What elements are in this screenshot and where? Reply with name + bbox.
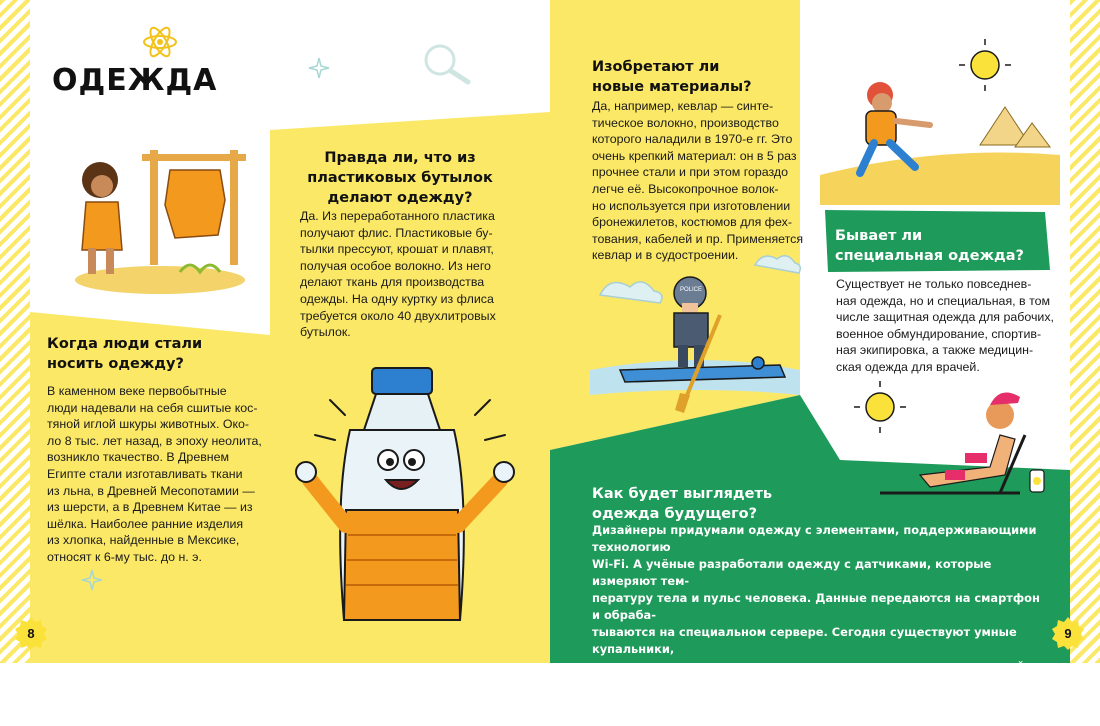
page-title: ОДЕЖДА bbox=[52, 63, 218, 98]
police-rower-illustration bbox=[590, 245, 810, 415]
police-label: POLICE bbox=[680, 287, 703, 293]
future-clothing-answer: Дизайнеры придумали одежду с элементами, поддерживающими технологию Wi-Fi. А учёные разработали одежду с датчиками, которые измеряют тем- пературу тела и пульс человека. Данные передаются на смартфон и обраба- тываются на специальном сервере. Сегодня существуют умные купальники, пропускающие солнечные лучи, что позволяет получить ровный загар. Есть и купальники с датчиком, который предупреждает о том, что пора уйти в тень. bbox=[592, 523, 1042, 724]
caveman-illustration bbox=[60, 140, 260, 300]
atom-icon bbox=[140, 22, 180, 62]
magnifier-icon bbox=[418, 40, 478, 90]
special-clothing-question: Бывает ли специальная одежда? bbox=[835, 228, 1024, 264]
sparkle-icon bbox=[80, 568, 104, 592]
page-number-left: 8 bbox=[27, 625, 35, 641]
stone-age-question: Когда люди стали носить одежду? bbox=[47, 336, 203, 372]
special-clothing-answer: Существует не только повседнев- ная одежда, но и специальная, в том числе защитная одежда для рабочих, военное обмундирование, спортив- ная экипировка, а также медицин- ская одежда для врачей. bbox=[836, 277, 1054, 374]
bottle-character-illustration bbox=[290, 360, 530, 650]
new-materials-question: Изобретают ли новые материалы? bbox=[592, 59, 752, 95]
runner-desert-illustration bbox=[820, 35, 1060, 205]
new-materials-answer: Да, например, кевлар — синте- тическое волокно, производство которого наладили в 1970-е гг. Это очень крепкий материал: он в 5 раз прочнее стали и при этом гораздо легче её. Высокопрочное волок- но используется при изготовлении бронежилетов, костюмов для фех- тования, кабелей и пр. Применяется кевлар и в судостроении. bbox=[592, 99, 804, 263]
page-number-right: 9 bbox=[1064, 625, 1072, 641]
bottles-answer: Да. Из переработанного пластика получают флис. Пластиковые бу- тылки прессуют, крошат и плавят, получая особое волокно. Из него делают ткань для производства одежды. На одну куртку из флиса требуется около 40 двухлитровых бутылок. bbox=[300, 209, 496, 340]
sunbather-illustration bbox=[850, 375, 1060, 515]
bottles-question: Правда ли, что из пластиковых бутылок делают одежду? bbox=[307, 150, 493, 206]
sparkle-icon bbox=[307, 56, 331, 80]
stone-age-answer: В каменном веке первобытные люди надевали на себя сшитые кос- тяной иглой шкуры животных. Око- ло 8 тыс. лет назад, в эпоху неолита, возникло ткачество. В Древнем Египте стали изготавливать ткани из льна, в Древней Месопотамии — из шерсти, а в Древнем Китае — из шёлка. Наиболее ранние изделия из хлопка, найденные в Мексике, относят к 6-му тыс. до н. э. bbox=[47, 384, 262, 564]
future-clothing-question: Как будет выглядеть одежда будущего? bbox=[592, 486, 773, 522]
